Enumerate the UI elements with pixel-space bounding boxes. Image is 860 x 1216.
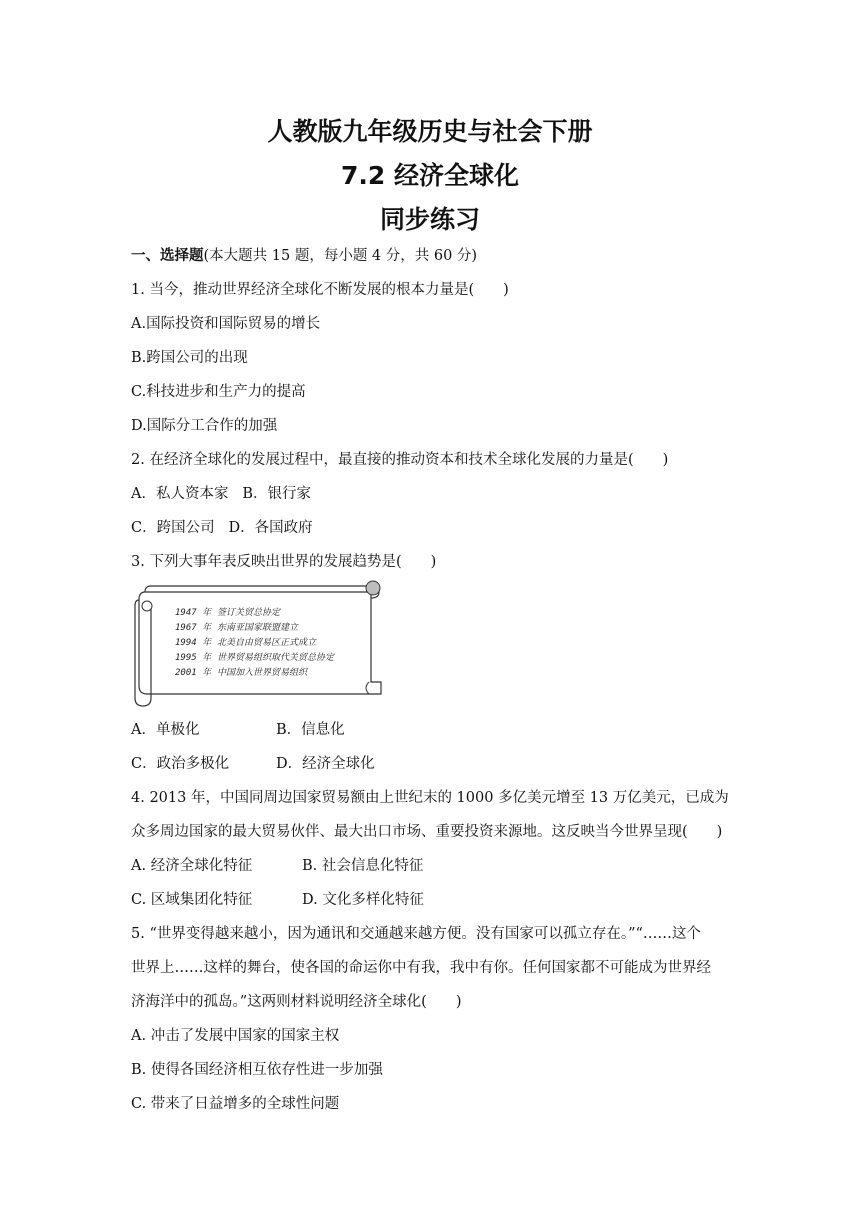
q5-stem-line-2: 世界上……这样的舞台，使各国的命运你中有我，我中有你。任何国家都不可能成为世界经: [131, 960, 711, 976]
q5-stem-line-1: 5. “世界变得越来越小，因为通讯和交通越来越方便。没有国家可以孤立存在。”“……这个: [131, 926, 701, 942]
q3-option-a: A．单极化: [131, 722, 200, 738]
q2-option-a: A．私人资本家: [131, 486, 229, 502]
q3-stem: 3. 下列大事年表反映出世界的发展趋势是( ): [131, 554, 437, 570]
q1-stem: 1. 当今，推动世界经济全球化不断发展的根本力量是( ): [131, 282, 509, 298]
q4-option-c: C. 区域集团化特征: [131, 892, 253, 908]
timeline-year: 2001 年: [175, 668, 212, 678]
q4-option-d: D. 文化多样化特征: [302, 892, 424, 908]
q5-option-b: B. 使得各国经济相互依存性进一步加强: [131, 1062, 383, 1078]
q5-stem-line-3: 济海洋中的孤岛。”这两则材料说明经济全球化( ): [131, 994, 462, 1010]
timeline-year: 1994 年: [175, 638, 212, 648]
q2-stem: 2. 在经济全球化的发展过程中，最直接的推动资本和技术全球化发展的力量是( ): [131, 452, 669, 468]
timeline-event: 中国加入世界贸易组织: [217, 668, 308, 678]
q3-option-c: C．政治多极化: [131, 756, 230, 772]
q1-option-b: B.跨国公司的出现: [131, 350, 248, 366]
section-heading: [131, 246, 477, 266]
document-title: 人教版九年级历史与社会下册: [267, 117, 593, 146]
section-note: (本大题共 15 题，每小题 4 分，共 60 分): [203, 248, 478, 264]
timeline-year: 1967 年: [175, 623, 212, 633]
timeline-scroll-figure: [131, 578, 385, 710]
q4-option-b: B. 社会信息化特征: [302, 858, 424, 874]
timeline-event: 东南亚国家联盟建立: [217, 623, 299, 633]
q4-stem-line-1: 4. 2013 年，中国同周边国家贸易额由上世纪末的 1000 多亿美元增至 13 万亿美元，已成为: [131, 790, 729, 806]
exercise-title: 同步练习: [379, 205, 480, 234]
q4-option-a: A. 经济全球化特征: [131, 858, 253, 874]
q5-option-a: A. 冲击了发展中国家的国家主权: [131, 1028, 340, 1044]
timeline-year: 1947 年: [175, 608, 212, 618]
lesson-title: 7.2 经济全球化: [341, 161, 519, 190]
q1-option-a: A.国际投资和国际贸易的增长: [131, 316, 321, 332]
q2-option-c: C．跨国公司: [131, 520, 215, 536]
timeline-event: 世界贸易组织取代关贸总协定: [217, 653, 335, 663]
q2-option-b: B．银行家: [242, 486, 311, 502]
q2-option-d: D．各国政府: [228, 520, 313, 536]
q3-option-d: D．经济全球化: [276, 756, 375, 772]
q1-option-d: D.国际分工合作的加强: [131, 418, 278, 434]
timeline-event: 签订关贸总协定: [217, 608, 281, 618]
timeline-event: 北美自由贸易区正式成立: [217, 638, 317, 648]
q2-options-row-1: [131, 484, 311, 504]
q5-option-c: C. 带来了日益增多的全球性问题: [131, 1096, 340, 1112]
q4-stem-line-2: 众多周边国家的最大贸易伙伴、最大出口市场、重要投资来源地。这反映当今世界呈现( ): [131, 824, 723, 840]
q1-option-c: C.科技进步和生产力的提高: [131, 384, 306, 400]
q2-options-row-2: [131, 518, 313, 538]
q3-option-b: B．信息化: [276, 722, 345, 738]
section-label: 一、选择题: [131, 247, 204, 264]
timeline-year: 1995 年: [175, 653, 212, 663]
